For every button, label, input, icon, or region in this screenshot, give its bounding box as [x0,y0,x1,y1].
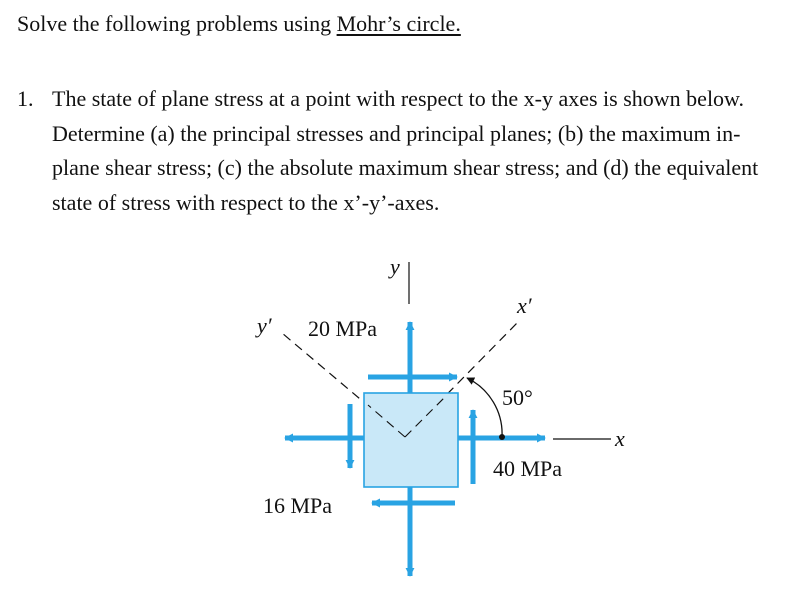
problem-line-3: plane shear stress; (c) the absolute maximum shear stress; and (d) the equivalent [52,155,759,180]
angle-label: 50° [502,385,533,410]
stress-element-square [364,393,458,487]
problem-number: 1. [17,86,34,111]
x-prime-label: x′ [517,293,532,318]
angle-origin-dot [499,434,505,440]
sigma-x-label: 40 MPa [493,456,563,481]
heading-underlined-topic: Mohr’s circle. [336,11,461,36]
heading-prefix: Solve the following problems using [17,11,337,36]
y-prime-label: y′ [257,313,272,338]
problem-line-1: The state of plane stress at a point with respect to the x-y axes is shown below. [52,86,745,111]
problem-line-2: Determine (a) the principal stresses and principal planes; (b) the maximum in- [52,120,741,146]
shear-stress-label: 16 MPa [263,493,333,518]
problem-line-4: state of stress with respect to the x’-y’-axes. [52,189,440,215]
y-axis-label: y [390,254,400,279]
x-axis-label: x [615,426,625,451]
sigma-y-label: 20 MPa [308,316,378,341]
